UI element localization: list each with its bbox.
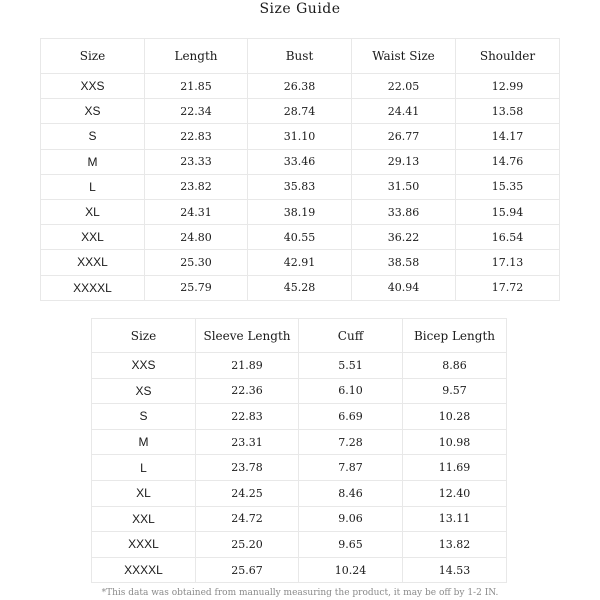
value-cell: 14.17 [456, 124, 560, 149]
table-row [92, 455, 507, 481]
value-cell: 24.41 [352, 99, 456, 124]
value-cell: 25.30 [145, 250, 248, 275]
column-header: Bust [248, 39, 352, 74]
value-cell: 38.19 [248, 199, 352, 224]
value-cell: 40.55 [248, 225, 352, 250]
size-cell: XXXXL [41, 275, 145, 300]
table-row [41, 99, 560, 124]
size-cell: XXXL [92, 532, 196, 558]
value-cell: 33.46 [248, 149, 352, 174]
size-cell: M [41, 149, 145, 174]
table-row [41, 275, 560, 300]
value-cell: 31.10 [248, 124, 352, 149]
column-header: Size [41, 39, 145, 74]
value-cell: 15.94 [456, 199, 560, 224]
value-cell: 6.10 [299, 378, 403, 404]
column-header: Size [92, 319, 196, 353]
value-cell: 22.34 [145, 99, 248, 124]
value-cell: 22.83 [145, 124, 248, 149]
size-cell: L [41, 174, 145, 199]
value-cell: 17.72 [456, 275, 560, 300]
value-cell: 9.06 [299, 506, 403, 532]
size-cell: XL [41, 199, 145, 224]
size-cell: XS [92, 378, 196, 404]
size-cell: XL [92, 480, 196, 506]
value-cell: 8.46 [299, 480, 403, 506]
value-cell: 6.69 [299, 404, 403, 430]
value-cell: 8.86 [403, 353, 507, 379]
column-header: Shoulder [456, 39, 560, 74]
table-row [41, 225, 560, 250]
size-cell: XXXXL [92, 557, 196, 583]
size-cell: XXXL [41, 250, 145, 275]
size-table-sleeve-measurements [91, 318, 507, 583]
value-cell: 26.38 [248, 74, 352, 99]
table-row [92, 429, 507, 455]
value-cell: 25.79 [145, 275, 248, 300]
column-header: Waist Size [352, 39, 456, 74]
value-cell: 24.25 [196, 480, 299, 506]
value-cell: 7.28 [299, 429, 403, 455]
value-cell: 22.36 [196, 378, 299, 404]
value-cell: 9.57 [403, 378, 507, 404]
value-cell: 9.65 [299, 532, 403, 558]
column-header: Cuff [299, 319, 403, 353]
size-cell: XXL [41, 225, 145, 250]
value-cell: 7.87 [299, 455, 403, 481]
value-cell: 22.05 [352, 74, 456, 99]
value-cell: 40.94 [352, 275, 456, 300]
table-row [41, 174, 560, 199]
value-cell: 33.86 [352, 199, 456, 224]
value-cell: 36.22 [352, 225, 456, 250]
value-cell: 13.82 [403, 532, 507, 558]
size-cell: S [92, 404, 196, 430]
table-row [41, 149, 560, 174]
column-header: Bicep Length [403, 319, 507, 353]
value-cell: 11.69 [403, 455, 507, 481]
size-cell: S [41, 124, 145, 149]
value-cell: 14.53 [403, 557, 507, 583]
value-cell: 25.20 [196, 532, 299, 558]
size-cell: M [92, 429, 196, 455]
table-header-row [41, 39, 560, 74]
value-cell: 42.91 [248, 250, 352, 275]
value-cell: 25.67 [196, 557, 299, 583]
table-row [41, 124, 560, 149]
value-cell: 24.72 [196, 506, 299, 532]
value-cell: 10.28 [403, 404, 507, 430]
column-header: Sleeve Length [196, 319, 299, 353]
value-cell: 23.31 [196, 429, 299, 455]
value-cell: 21.89 [196, 353, 299, 379]
value-cell: 24.80 [145, 225, 248, 250]
table-row [41, 250, 560, 275]
value-cell: 16.54 [456, 225, 560, 250]
table-header-row [92, 319, 507, 353]
value-cell: 29.13 [352, 149, 456, 174]
value-cell: 38.58 [352, 250, 456, 275]
value-cell: 14.76 [456, 149, 560, 174]
table-row [92, 353, 507, 379]
table-row [92, 404, 507, 430]
table-row [92, 506, 507, 532]
value-cell: 12.40 [403, 480, 507, 506]
value-cell: 13.58 [456, 99, 560, 124]
value-cell: 23.82 [145, 174, 248, 199]
table-row [92, 378, 507, 404]
value-cell: 23.78 [196, 455, 299, 481]
value-cell: 28.74 [248, 99, 352, 124]
value-cell: 26.77 [352, 124, 456, 149]
value-cell: 17.13 [456, 250, 560, 275]
value-cell: 23.33 [145, 149, 248, 174]
measurement-disclaimer: *This data was obtained from manually measuring the product, it may be off by 1-2 IN. [101, 588, 499, 598]
value-cell: 15.35 [456, 174, 560, 199]
value-cell: 5.51 [299, 353, 403, 379]
size-table-body-measurements [40, 38, 560, 301]
table-row [41, 74, 560, 99]
value-cell: 45.28 [248, 275, 352, 300]
value-cell: 10.98 [403, 429, 507, 455]
table-row [92, 557, 507, 583]
table-row [92, 480, 507, 506]
value-cell: 22.83 [196, 404, 299, 430]
value-cell: 21.85 [145, 74, 248, 99]
size-cell: XXS [92, 353, 196, 379]
size-cell: XXS [41, 74, 145, 99]
column-header: Length [145, 39, 248, 74]
page-title: Size Guide [259, 1, 341, 17]
value-cell: 10.24 [299, 557, 403, 583]
size-cell: L [92, 455, 196, 481]
value-cell: 31.50 [352, 174, 456, 199]
value-cell: 24.31 [145, 199, 248, 224]
size-cell: XXL [92, 506, 196, 532]
value-cell: 35.83 [248, 174, 352, 199]
table-row [41, 199, 560, 224]
value-cell: 13.11 [403, 506, 507, 532]
value-cell: 12.99 [456, 74, 560, 99]
table-row [92, 532, 507, 558]
size-cell: XS [41, 99, 145, 124]
